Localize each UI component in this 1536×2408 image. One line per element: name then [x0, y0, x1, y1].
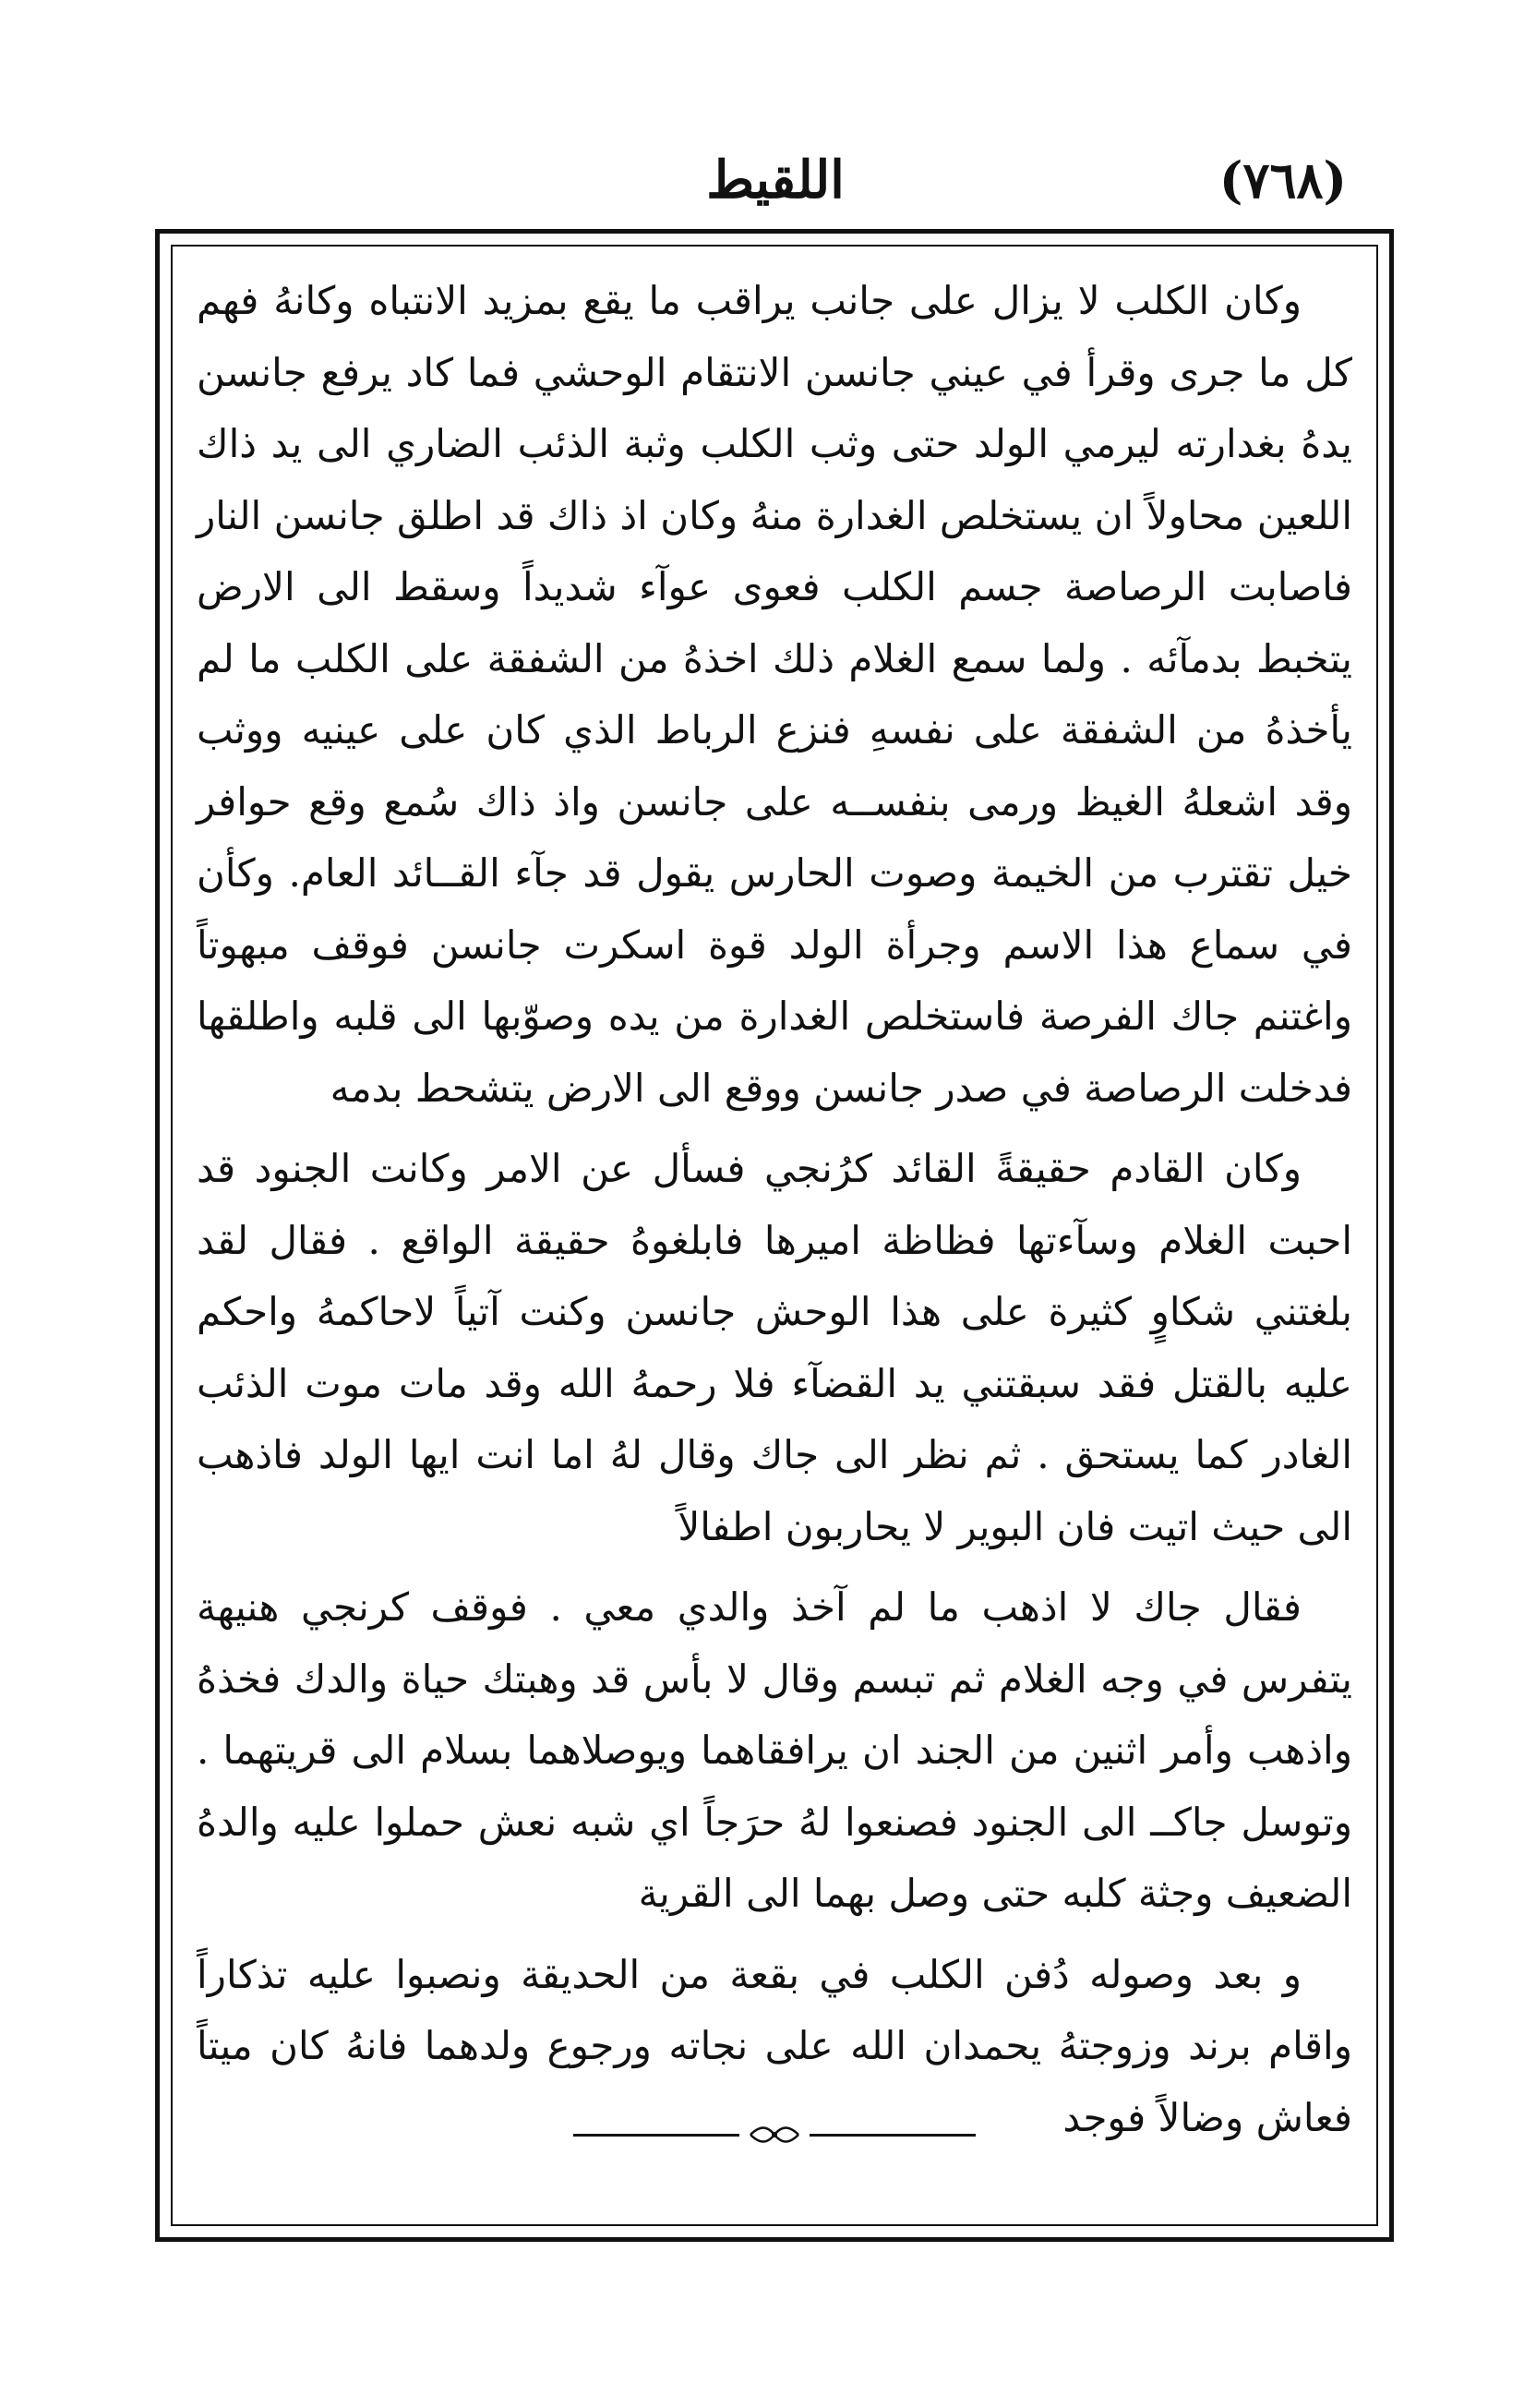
page-header: [157, 138, 1394, 222]
ornament-line-right: [810, 2134, 976, 2137]
closing-ornament: [160, 2121, 1389, 2149]
paragraph-3: فقال جاك لا اذهب ما لم آخذ والدي معي . فوقف كرنجي هنيهة يتفرس في وجه الغلام ثم تبسم وقال لا بأس قد وهبتك حياة والدك فخذهُ واذهب وأمر اثنين من الجند ان يرافقاهما ويوصلاهما بسلام الى قريتهما . وتوسل جاكــ الى الجنود فصنعوا لهُ حرَجاً اي شبه نعش حملوا عليه والدهُ الضعيف وجثة كلبه حتى وصل بهما الى القرية: [197, 1584, 1352, 1916]
ornament-flourish-icon: [747, 2124, 802, 2146]
page-border: [155, 229, 1394, 2242]
page-number: (٧٦٨): [1218, 150, 1348, 210]
paragraph-1: وكان الكلب لا يزال على جانب يراقب ما يقع بمزيد الانتباه وكانهُ فهم كل ما جرى وقرأ في عيني جانسن الانتقام الوحشي فما كاد يرفع جانسن يدهُ بغدارته ليرمي الولد حتى وثب الكلب وثبة الذئب الضاري الى يد ذاك اللعين محاولاً ان يستخلص الغدارة منهُ وكان اذ ذاك قد اطلق جانسن النار فاصابت الرصاصة جسم الكلب فعوى عوآء شديداً وسقط الى الارض يتخبط بدمآئه . ولما سمع الغلام ذلك اخذهُ من الشفقة على الكلب ما لم يأخذهُ من الشفقة على نفسهِ فنزع الرباط الذي كان على عينيه ووثب وقد اشعلهُ الغيظ ورمى بنفســه على جانسن واذ ذاك سُمع وقع حوافر خيل تقترب من الخيمة وصوت الحارس يقول قد جآء القــائد العام. وكأن في سماع هذا الاسم وجرأة الولد قوة اسكرت جانسن فوقف مبهوتاً واغتنم جاك الفرصة فاستخلص الغدارة من يده وصوّبها الى قلبه واطلقها فدخلت الرصاصة في صدر جانسن ووقع الى الارض يتشحط بدمه: [197, 278, 1352, 1111]
running-title: اللقيط: [706, 150, 845, 211]
paragraph-4: و بعد وصوله دُفن الكلب في بقعة من الحديقة ونصبوا عليه تذكاراً واقام برند وزوجتهُ يحمدان الله على نجاته ورجوع ولدهما فانهُ كان ميتاً فعاش وضالاً فوجد: [197, 1951, 1352, 2140]
ornament-line-left: [573, 2134, 739, 2137]
paragraph-2: وكان القادم حقيقةً القائد كرُنجي فسأل عن الامر وكانت الجنود قد احبت الغلام وسآءتها فظاظة اميرها فابلغوهُ حقيقة الواقع . فقال لقد بلغتني شكاوٍ كثيرة على هذا الوحش جانسن وكنت آتياً لاحاكمهُ واحكم عليه بالقتل فقد سبقتني يد القضآء فلا رحمهُ الله وقد مات موت الذئب الغادر كما يستحق . ثم نظر الى جاك وقال لهُ اما انت ايها الولد فاذهب الى حيث اتيت فان البوير لا يحاربون اطفالاً: [197, 1146, 1352, 1549]
text-body: [197, 265, 1352, 2162]
